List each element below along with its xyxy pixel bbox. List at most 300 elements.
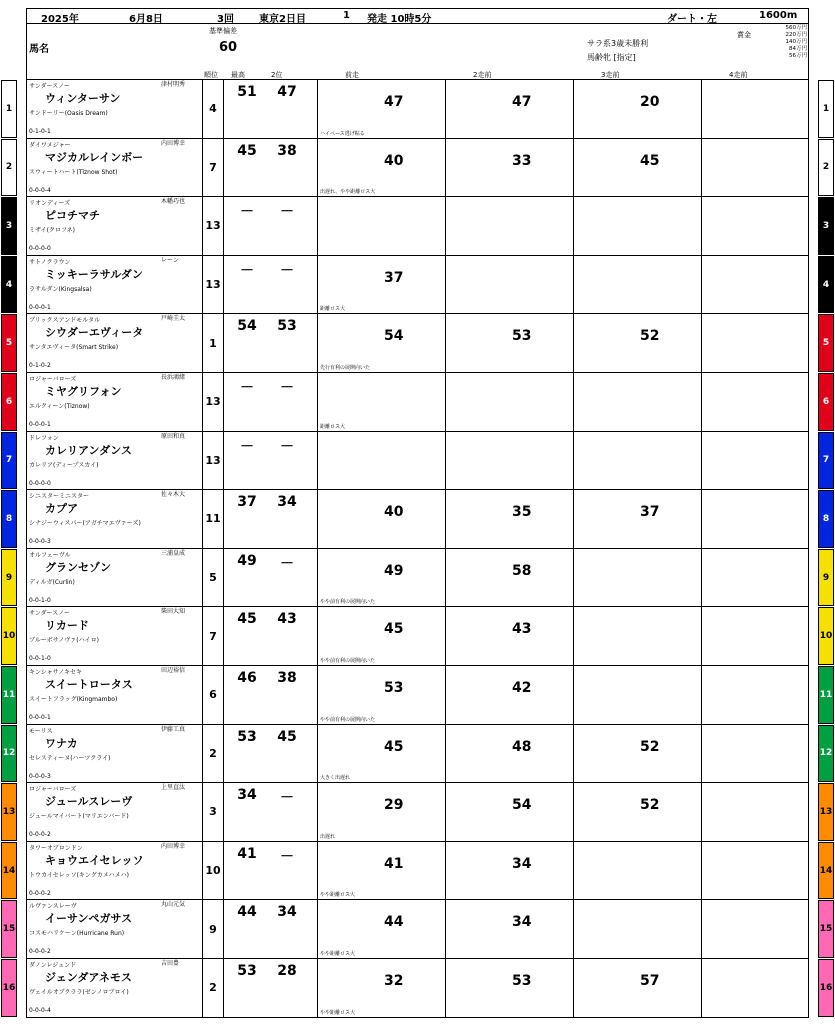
best-score: －	[240, 380, 254, 396]
frame-marker-left: 10	[1, 607, 17, 665]
race-sheet	[2, 8, 833, 1018]
past-race-4	[701, 197, 810, 255]
frame-marker-right: 7	[818, 432, 834, 490]
horse-rank: 13	[203, 432, 224, 490]
horse-info	[27, 256, 203, 314]
sire-name: ロジャーバローズ	[29, 376, 77, 383]
label-prize: 賞金	[737, 31, 751, 39]
past-race-score: 34	[512, 914, 532, 931]
horse-name: ピコチマチ	[45, 209, 100, 223]
horse-info	[27, 549, 203, 607]
past-race-4	[701, 959, 810, 1017]
frame-marker-left: 12	[1, 725, 17, 783]
second-score: 53	[277, 318, 297, 335]
sire-name: サトノクラウン	[29, 258, 71, 266]
best-score: 54	[237, 318, 257, 335]
horse-name: ワナカ	[45, 736, 78, 750]
past-race-3	[573, 842, 701, 900]
frame-marker-right: 11	[818, 666, 834, 724]
best-score: －	[240, 204, 254, 221]
best-score: 49	[237, 552, 257, 569]
second-score: 28	[277, 963, 297, 979]
header-date: 6月8日	[129, 14, 163, 25]
second-score: 38	[277, 142, 297, 159]
past-race-score: 54	[512, 797, 532, 814]
sire-name: タワーオブロンドン	[29, 844, 83, 852]
dam-name: トウカイセレッソ(キングカメハメハ)	[29, 871, 129, 879]
past-race-2	[445, 256, 573, 314]
horse-row	[2, 725, 833, 784]
past-race-score: 43	[512, 621, 532, 638]
past-race-3	[573, 783, 701, 841]
jockey-name: 木幡巧也	[161, 198, 186, 206]
past-race-4	[701, 549, 810, 607]
horse-record: 0-0-0-1	[29, 421, 51, 428]
horse-row	[5, 80, 830, 139]
horse-row	[5, 314, 830, 373]
sire-name: モーリス	[29, 727, 53, 735]
label-second: 2位	[271, 71, 283, 79]
past-race-2	[445, 900, 573, 958]
race-note: 先行有利の展開向いた	[320, 364, 371, 371]
past-race-4	[701, 139, 810, 197]
past-race-1	[317, 314, 445, 372]
horse-rank: 13	[203, 197, 224, 255]
past-race-score: 40	[384, 504, 404, 521]
horse-rank: 1	[203, 314, 224, 372]
horse-row	[5, 197, 830, 256]
second-score: －	[280, 555, 294, 572]
past-race-1	[317, 432, 445, 490]
past-race-score: 52	[640, 328, 660, 345]
frame-marker-left: 14	[1, 842, 17, 900]
second-score: －	[280, 380, 294, 396]
jockey-name: 柴田大知	[161, 608, 186, 616]
dam-name: エルクィーン(Tiznow)	[29, 403, 90, 410]
horse-record: 0-1-0-1	[29, 128, 51, 135]
jockey-name: 伊藤工真	[161, 725, 186, 733]
past-race-score: 44	[384, 914, 404, 931]
race-note: やや前有利の展開向いた	[320, 716, 376, 723]
best-score: 44	[237, 904, 257, 921]
prize-list	[767, 25, 807, 60]
frame-marker-left: 6	[1, 373, 17, 431]
horse-row	[2, 607, 833, 666]
second-score: 38	[277, 670, 297, 686]
header-year: 2025年	[41, 14, 79, 25]
past-race-1	[317, 139, 445, 197]
past-race-3	[573, 666, 701, 724]
horse-rank: 13	[203, 373, 224, 431]
label-best: 最高	[231, 71, 245, 79]
horse-row	[2, 842, 833, 901]
dam-name: ミザイ(クロフネ)	[29, 227, 76, 235]
dam-name: セレスティーヌ(ハーツクライ)	[29, 754, 111, 762]
second-score: 34	[277, 904, 297, 921]
race-note: 出遅れ、やや距離ロス大	[320, 189, 376, 196]
horse-name: カプア	[45, 502, 78, 516]
past-race-score: 37	[384, 269, 404, 286]
horse-record: 0-0-0-2	[29, 889, 51, 897]
best-score: 53	[237, 728, 257, 745]
horse-rank: 3	[203, 783, 224, 841]
past-race-4	[701, 256, 810, 314]
best-score: 51	[237, 84, 257, 100]
horse-row	[2, 783, 833, 842]
dam-name: サンドーリー(Oasis Dream)	[29, 110, 108, 117]
second-score: 47	[277, 84, 297, 100]
past-race-score: 35	[512, 504, 532, 521]
race-note: 距離ロス大	[320, 423, 346, 430]
frame-marker-right: 16	[818, 959, 834, 1017]
horse-record: 0-0-0-0	[29, 479, 51, 487]
past-race-4	[701, 432, 810, 490]
sire-name: ドレフォン	[29, 434, 59, 442]
second-score: 34	[277, 494, 297, 511]
sire-name: リオンディーズ	[29, 200, 71, 208]
past-race-4	[701, 490, 810, 548]
past-race-2	[445, 783, 573, 841]
dam-name: ジュールマイバート(マリエンバード)	[29, 813, 129, 821]
horse-row	[5, 549, 830, 608]
past-race-3	[573, 607, 701, 665]
past-race-4	[701, 607, 810, 665]
past-race-2	[445, 959, 573, 1017]
past-race-score: 32	[384, 973, 404, 989]
horse-name: イーサンペガサス	[45, 912, 133, 926]
jockey-name: 佐々木大	[161, 491, 186, 499]
horse-name: キョウエイセレッソ	[45, 853, 144, 867]
past-race-1	[317, 783, 445, 841]
horse-rank: 5	[203, 549, 224, 607]
past-race-3	[573, 490, 701, 548]
label-prev4: 4走前	[729, 71, 748, 79]
past-race-2	[445, 373, 573, 431]
past-race-score: 33	[512, 152, 532, 169]
frame-marker-right: 4	[818, 256, 834, 314]
race-note: やや前有利の展開向いた	[320, 657, 376, 664]
frame-marker-left: 8	[1, 490, 17, 548]
past-race-score: 37	[640, 504, 660, 521]
std-value: 60	[219, 40, 238, 55]
past-race-score: 54	[384, 328, 404, 345]
horse-record: 0-0-0-2	[29, 831, 51, 839]
past-race-2	[445, 490, 573, 548]
jockey-name: 津村明秀	[161, 81, 186, 88]
dam-name: ディルガ(Curlin)	[29, 578, 75, 586]
horse-name: リカード	[45, 619, 89, 633]
dam-name: スウィートハート(Tiznow Shot)	[29, 168, 118, 176]
horse-name: ミッキーラサルダン	[45, 267, 143, 281]
frame-marker-right: 2	[818, 139, 834, 197]
past-race-2	[445, 842, 573, 900]
label-std: 基準偏差	[209, 27, 237, 35]
past-race-3	[573, 549, 701, 607]
horse-info	[27, 666, 203, 724]
past-race-score: 40	[384, 152, 404, 169]
horse-row	[5, 432, 830, 491]
past-race-1	[317, 666, 445, 724]
dam-name: ヴェイルオブクララ(ゼンノロブロイ)	[29, 989, 129, 996]
past-race-score: 52	[640, 797, 660, 814]
past-race-4	[701, 314, 810, 372]
past-race-1	[317, 197, 445, 255]
past-race-score: 52	[640, 738, 660, 755]
horse-rank: 11	[203, 490, 224, 548]
second-score: －	[280, 438, 294, 455]
horse-name: ミヤグリフォン	[45, 385, 122, 398]
dam-name: カレリア(ディープスカイ)	[29, 461, 99, 469]
jockey-name: 田辺裕信	[161, 667, 186, 674]
horse-name: ウィンターサン	[45, 92, 121, 105]
past-race-1	[317, 256, 445, 314]
race-header	[26, 8, 809, 24]
label-rank: 順位	[204, 71, 218, 79]
past-race-3	[573, 432, 701, 490]
horse-info	[27, 80, 203, 138]
horse-rank: 13	[203, 256, 224, 314]
frame-marker-right: 6	[818, 373, 834, 431]
jockey-name: 長浜鴻緒	[161, 374, 186, 381]
past-race-score: 41	[384, 855, 404, 872]
horse-rank: 9	[203, 900, 224, 958]
horse-rank: 4	[203, 80, 224, 138]
sire-name: キンシャサノキセキ	[29, 669, 83, 676]
frame-marker-right: 15	[818, 900, 834, 958]
race-note: やや距離ロス大	[320, 950, 356, 957]
past-race-2	[445, 314, 573, 372]
jockey-name: 内田博幸	[161, 139, 186, 147]
frame-marker-left: 11	[1, 666, 17, 724]
horse-info	[27, 373, 203, 431]
frame-marker-right: 13	[818, 783, 834, 841]
frame-marker-right: 1	[818, 80, 834, 138]
horse-record: 0-0-0-4	[29, 1007, 51, 1014]
race-note: やや距離ロス大	[320, 1009, 356, 1016]
sire-name: ロジャーバローズ	[29, 786, 77, 794]
past-race-1	[317, 959, 445, 1017]
jockey-name: 上里直汰	[161, 784, 186, 792]
label-prev: 前走	[345, 71, 359, 79]
prize-3: 140万円	[785, 39, 807, 45]
best-score: 41	[237, 845, 257, 862]
column-header	[26, 24, 809, 80]
race-note: 大きく出遅れ	[320, 775, 351, 782]
race-note: やや距離ロス大	[320, 892, 356, 899]
frame-marker-left: 4	[1, 256, 17, 314]
horse-record: 0-0-1-0	[29, 655, 51, 663]
horse-record: 0-1-0-2	[29, 362, 51, 370]
horse-name: スイートロータス	[45, 678, 133, 691]
sire-name: シニスターミニスター	[29, 493, 90, 501]
sire-name: ブリックスアンドモルタル	[29, 317, 100, 325]
best-score: －	[240, 438, 254, 455]
dam-name: コスモハリケーン(Hurricane Run)	[29, 930, 125, 938]
jockey-name: 吉田豊	[161, 960, 180, 967]
horse-row	[5, 490, 830, 549]
past-race-score: 34	[512, 855, 532, 872]
past-race-score: 20	[640, 94, 660, 110]
jockey-name: 原田和真	[161, 432, 186, 440]
header-race-no: 1	[343, 10, 350, 21]
past-race-2	[445, 432, 573, 490]
frame-marker-right: 8	[818, 490, 834, 548]
horse-row	[5, 373, 830, 432]
jockey-name: 戸崎圭太	[161, 315, 186, 323]
past-race-1	[317, 607, 445, 665]
second-score: 45	[277, 728, 297, 745]
past-race-3	[573, 139, 701, 197]
past-race-score: 47	[512, 94, 532, 110]
past-race-2	[445, 607, 573, 665]
past-race-score: 48	[512, 738, 532, 755]
past-race-score: 53	[512, 973, 532, 989]
horse-record: 0-0-0-3	[29, 538, 51, 546]
past-race-4	[701, 373, 810, 431]
prize-1: 560万円	[785, 25, 807, 31]
horse-record: 0-0-0-2	[29, 948, 51, 956]
dam-name: シナジーウィスパー(アガチマエヴァーズ)	[29, 520, 141, 528]
horse-rank: 7	[203, 139, 224, 197]
past-race-3	[573, 197, 701, 255]
past-race-2	[445, 549, 573, 607]
horse-rank: 2	[203, 959, 224, 1017]
horse-record: 0-0-0-3	[29, 772, 51, 780]
horse-info	[27, 900, 203, 958]
past-race-score: 53	[512, 328, 532, 345]
jockey-name: 三浦皇成	[161, 549, 186, 557]
horse-name: ジェンダアネモス	[45, 971, 132, 984]
race-note: ハイペース逃げ粘る	[320, 130, 365, 137]
past-race-4	[701, 80, 810, 138]
past-race-2	[445, 80, 573, 138]
past-race-3	[573, 80, 701, 138]
label-prev3: 3走前	[601, 71, 620, 79]
past-race-score: 47	[384, 94, 404, 110]
horse-name: シウダーエヴィータ	[45, 326, 144, 340]
past-race-1	[317, 725, 445, 783]
best-score: 46	[237, 670, 257, 686]
label-horse-name: 馬名	[29, 44, 49, 55]
horse-name: マジカルレインボー	[45, 150, 144, 164]
frame-marker-right: 3	[818, 197, 834, 255]
past-race-score: 58	[512, 562, 532, 579]
frame-marker-left: 7	[1, 432, 17, 490]
race-class: サラ系3歳未勝利	[587, 39, 649, 48]
frame-marker-left: 15	[1, 900, 17, 958]
horse-row	[2, 959, 833, 1018]
past-race-score: 45	[640, 152, 660, 169]
horse-record: 0-0-1-0	[29, 596, 51, 604]
horse-name: ジュールスレーヴ	[45, 795, 133, 809]
frame-marker-right: 5	[818, 314, 834, 372]
past-race-score: 42	[512, 680, 532, 696]
horse-rank: 6	[203, 666, 224, 724]
horse-rank: 7	[203, 607, 224, 665]
past-race-score: 45	[384, 621, 404, 638]
race-note: 距離ロス大	[320, 306, 346, 313]
horse-info	[27, 959, 203, 1017]
prize-5: 56万円	[789, 53, 807, 59]
past-race-4	[701, 900, 810, 958]
jockey-name: レーン	[161, 256, 179, 264]
horse-info	[27, 314, 203, 372]
past-race-3	[573, 725, 701, 783]
horse-info	[27, 432, 203, 490]
horse-record: 0-0-0-4	[29, 186, 51, 194]
horse-row	[5, 139, 830, 198]
header-distance: 1600m	[759, 10, 798, 21]
sire-name: ダノンレジェンド	[29, 962, 77, 969]
horse-info	[27, 783, 203, 841]
horse-record: 0-0-0-1	[29, 714, 51, 721]
best-score: 53	[237, 963, 257, 979]
frame-marker-right: 9	[818, 549, 834, 607]
horse-record: 0-0-0-0	[29, 245, 51, 253]
label-prev2: 2走前	[473, 71, 492, 79]
frame-marker-left: 13	[1, 783, 17, 841]
horse-rank: 10	[203, 842, 224, 900]
horse-record: 0-0-0-1	[29, 303, 51, 311]
past-race-1	[317, 373, 445, 431]
past-race-2	[445, 725, 573, 783]
past-race-3	[573, 256, 701, 314]
frame-marker-left: 1	[1, 80, 17, 138]
past-race-1	[317, 549, 445, 607]
horse-info	[27, 139, 203, 197]
prize-2: 220万円	[785, 32, 807, 38]
horse-info	[27, 842, 203, 900]
best-score: 37	[237, 494, 257, 511]
past-race-score: 45	[384, 738, 404, 755]
past-race-2	[445, 197, 573, 255]
frame-marker-left: 9	[1, 549, 17, 607]
sire-name: サンダースノー	[29, 83, 70, 90]
sire-name: ルヴァンスレーヴ	[29, 903, 77, 911]
header-start: 発走 10時5分	[367, 14, 432, 25]
prize-4: 84万円	[789, 46, 807, 52]
dam-name: スイートフラッグ(Kingmambo)	[29, 696, 118, 703]
second-score: －	[280, 262, 294, 279]
frame-marker-left: 2	[1, 139, 17, 197]
jockey-name: 丸山元気	[161, 901, 186, 909]
race-condition: 馬齢牝 [指定]	[587, 53, 636, 62]
past-race-4	[701, 783, 810, 841]
best-score: 34	[237, 787, 257, 804]
race-note: 出遅れ	[320, 833, 336, 840]
race-note: やや前有利の展開向いた	[320, 599, 376, 606]
frame-marker-left: 3	[1, 197, 17, 255]
horse-info	[27, 490, 203, 548]
second-score: －	[280, 204, 294, 221]
past-race-1	[317, 842, 445, 900]
second-score: 43	[277, 611, 297, 628]
past-race-1	[317, 490, 445, 548]
dam-name: サンタエヴィータ(Smart Strike)	[29, 344, 119, 352]
frame-marker-right: 14	[818, 842, 834, 900]
frame-marker-right: 10	[818, 607, 834, 665]
horse-name: グランセゾン	[45, 560, 111, 574]
sire-name: ダイワメジャー	[29, 141, 71, 149]
past-race-2	[445, 666, 573, 724]
best-score: －	[240, 262, 254, 279]
past-race-3	[573, 900, 701, 958]
best-score: 45	[237, 142, 257, 159]
best-score: 45	[237, 611, 257, 628]
past-race-1	[317, 80, 445, 138]
frame-marker-right: 12	[818, 725, 834, 783]
past-race-score: 57	[640, 973, 660, 989]
